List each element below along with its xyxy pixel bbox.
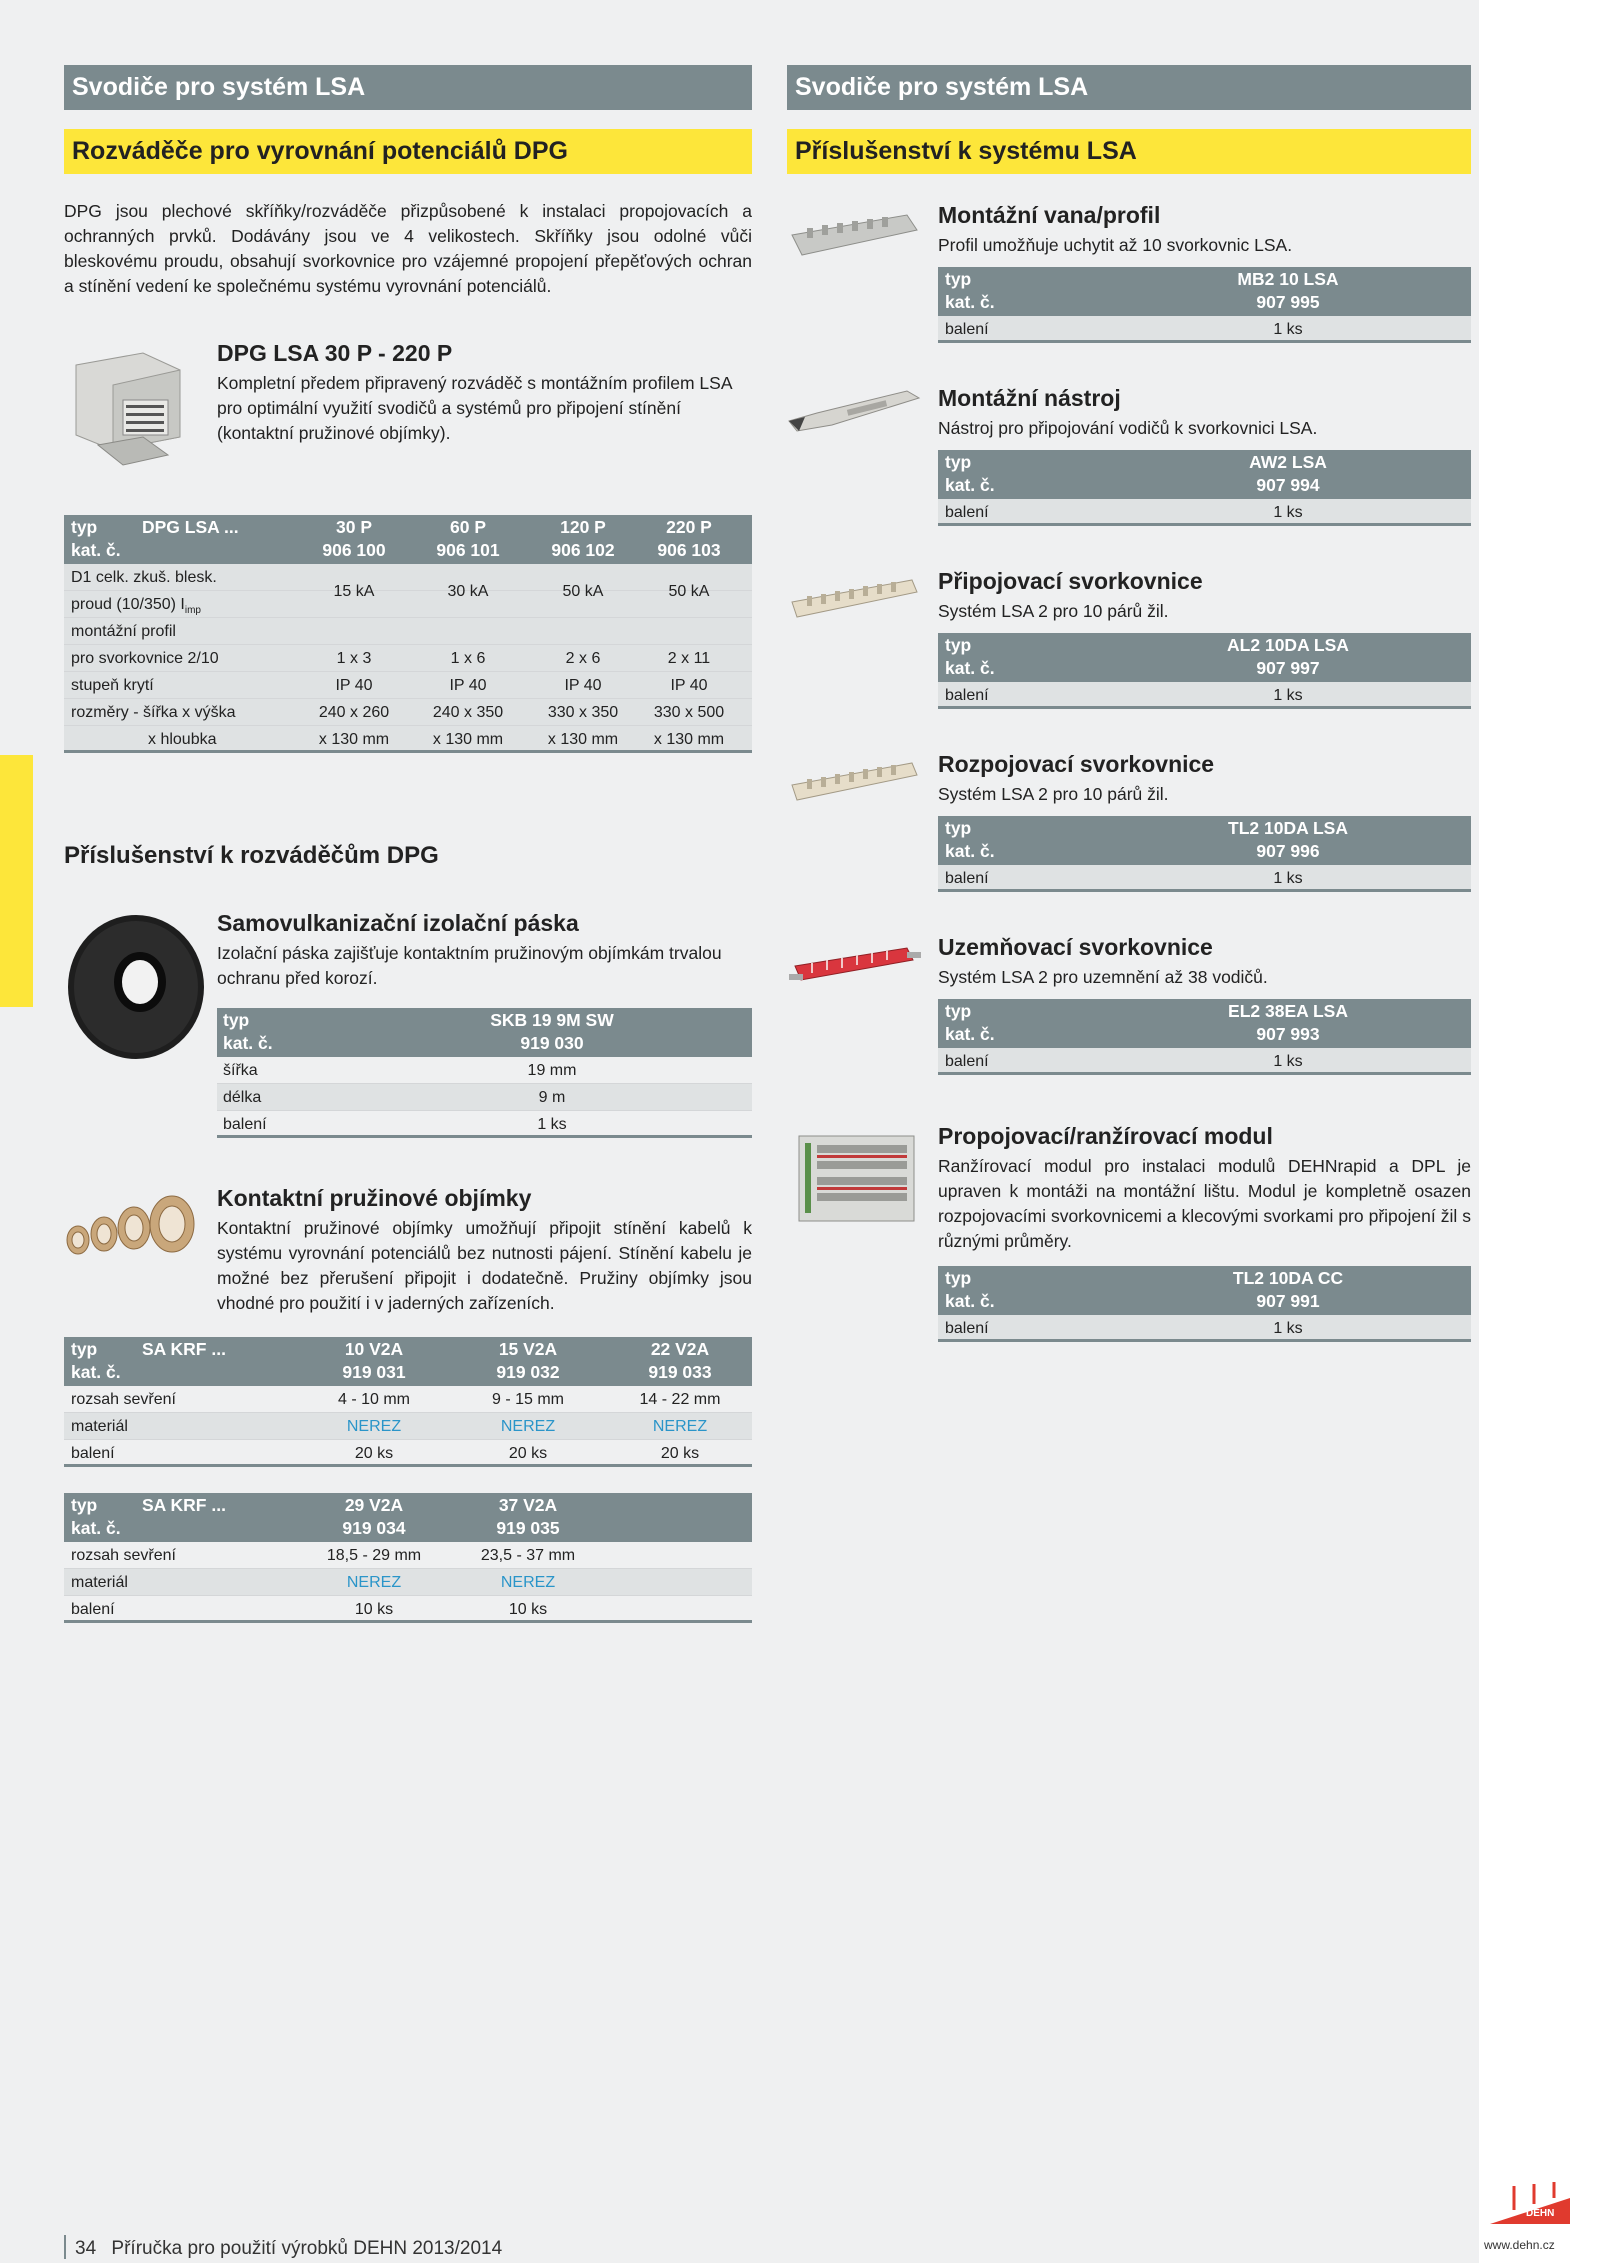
cell-value: IP 40 <box>335 677 373 694</box>
product-table <box>938 816 1471 892</box>
typ-prefix: SA KRF ... <box>142 1339 226 1359</box>
cell-value: 1 ks <box>1273 321 1303 338</box>
tape-title: Samovulkanizační izolační páska <box>217 910 579 936</box>
patch-module-image <box>797 1131 922 1226</box>
cell-value: 9 m <box>538 1089 566 1106</box>
cell-value: 1 ks <box>1273 687 1303 704</box>
cell-value: NEREZ <box>346 1418 402 1435</box>
typ-value: SKB 19 9M SW <box>490 1010 614 1030</box>
table-row <box>64 672 752 699</box>
product-title: Montážní vana/profil <box>938 202 1161 228</box>
col-typ: 22 V2A <box>650 1339 710 1359</box>
table-row <box>938 1315 1471 1342</box>
col-typ: 220 P <box>666 517 712 537</box>
typ-value: AL2 10DA LSA <box>1227 635 1349 655</box>
footer-divider <box>64 2235 66 2259</box>
kat-label: kat. č. <box>945 658 995 678</box>
earthing-block-image <box>787 938 922 993</box>
row-label: šířka <box>223 1062 258 1079</box>
cell-value: 330 x 500 <box>653 704 725 721</box>
typ-prefix: SA KRF ... <box>142 1495 226 1515</box>
cell-value: NEREZ <box>652 1418 708 1435</box>
table-row <box>64 645 752 672</box>
kat-label: kat. č. <box>945 1291 995 1311</box>
sa-table-2 <box>64 1493 752 1623</box>
table-row <box>64 1386 752 1413</box>
row-label: délka <box>223 1089 262 1106</box>
product-desc: Systém LSA 2 pro 10 párů žil. <box>938 784 1169 804</box>
row-label: rozměry - šířka x výška <box>71 704 236 721</box>
spring-sleeves-image <box>64 1192 199 1262</box>
subsection-header-dpg: Rozváděče pro vyrovnání potenciálů DPG <box>64 129 752 174</box>
typ-prefix: DPG LSA ... <box>142 517 239 537</box>
table-row <box>64 583 752 618</box>
typ-label: typ <box>945 1268 972 1288</box>
product-table <box>938 999 1471 1075</box>
cell-value: NEREZ <box>500 1418 556 1435</box>
table-row <box>64 699 752 726</box>
table-row <box>64 618 752 645</box>
kat-label: kat. č. <box>71 540 121 560</box>
table-row <box>64 1440 752 1467</box>
cell-value: 2 x 11 <box>667 650 711 667</box>
row-label: montážní profil <box>71 623 176 640</box>
cell-value: NEREZ <box>500 1574 556 1591</box>
cell-value: 9 - 15 mm <box>491 1391 564 1408</box>
footer <box>75 2238 502 2260</box>
kat-value: 907 997 <box>1256 658 1320 678</box>
section-header-right: Svodiče pro systém LSA <box>787 65 1471 110</box>
product-desc: Ranžírovací modul pro instalaci modulů DEHNrapid a DPL je upraven k montáži na montážní lištu. Modul je kompletně osazen rozpojovacími svorkovnicemi a klecovými svorkami pro připojení žil s různými průměry. <box>938 1156 1471 1251</box>
kat-value: 907 994 <box>1256 475 1320 495</box>
table-row <box>938 682 1471 709</box>
table-row <box>938 1048 1471 1075</box>
cell-value: IP 40 <box>670 677 708 694</box>
dpg-title: DPG LSA 30 P - 220 P <box>217 340 453 366</box>
kat-value: 907 991 <box>1256 1291 1320 1311</box>
product-desc: Nástroj pro připojování vodičů k svorkovnici LSA. <box>938 418 1318 438</box>
product-title: Propojovací/ranžírovací modul <box>938 1123 1273 1149</box>
col-kat: 919 033 <box>648 1362 712 1382</box>
typ-value: TL2 10DA LSA <box>1228 818 1348 838</box>
dpg-desc: Kompletní předem připravený rozváděč s montážním profilem LSA pro optimální využití svodičů a systémů pro připojení stínění (kontaktní pružinové objímky). <box>217 373 732 443</box>
kat-value: 907 995 <box>1256 292 1320 312</box>
tool-image <box>787 383 922 438</box>
footer-url: www.dehn.cz <box>1484 2238 1555 2252</box>
row-label: balení <box>945 1320 989 1337</box>
product-table <box>938 633 1471 709</box>
row-label: x hloubka <box>148 731 217 748</box>
cell-value: IP 40 <box>564 677 602 694</box>
table-row <box>64 1596 752 1623</box>
table-row <box>64 726 752 753</box>
typ-value: AW2 LSA <box>1249 452 1327 472</box>
cell-value: 1 ks <box>1273 1320 1303 1337</box>
dpg-box-image <box>68 345 188 480</box>
table-row <box>938 499 1471 526</box>
typ-label: typ <box>945 635 972 655</box>
typ-label: typ <box>945 452 972 472</box>
typ-label: typ <box>945 1001 972 1021</box>
col-kat: 919 031 <box>342 1362 406 1382</box>
cell-value: 1 ks <box>1273 870 1303 887</box>
mounting-profile-image <box>787 210 922 265</box>
row-label: stupeň krytí <box>71 677 154 694</box>
cell-value: NEREZ <box>346 1574 402 1591</box>
col-typ: 30 P <box>336 517 372 537</box>
cell-value: 240 x 350 <box>432 704 504 721</box>
kat-label: kat. č. <box>945 475 995 495</box>
spring-title: Kontaktní pružinové objímky <box>217 1185 532 1211</box>
table-row <box>64 1569 752 1596</box>
disconnection-block-image <box>787 755 922 810</box>
row-label: balení <box>945 321 989 338</box>
typ-label: typ <box>71 1495 98 1515</box>
cell-value: 18,5 - 29 mm <box>326 1547 422 1564</box>
spring-desc: Kontaktní pružinové objímky umožňují připojit stínění kabelů k systému vyrovnání potenciálů bez nutnosti pájení. Stínění kabelu je možné bez přerušení připojit i dodatečně. Pružiny objímky jsou vhodné pro použití i v jaderných zařízeních. <box>217 1218 752 1313</box>
kat-label: kat. č. <box>945 1024 995 1044</box>
typ-value: TL2 10DA CC <box>1232 1268 1344 1288</box>
product-block <box>787 1121 1471 1261</box>
col-typ: 10 V2A <box>344 1339 404 1359</box>
cell-value: 4 - 10 mm <box>337 1391 410 1408</box>
cell-value: 20 ks <box>660 1445 700 1462</box>
table-row <box>217 1111 752 1138</box>
product-desc: Systém LSA 2 pro 10 párů žil. <box>938 601 1169 621</box>
table-row <box>938 865 1471 892</box>
col-kat: 906 101 <box>436 540 500 560</box>
cell-value: x 130 mm <box>432 731 504 748</box>
footer-text: Příručka pro použití výrobků DEHN 2013/2014 <box>111 2238 503 2259</box>
product-table <box>938 450 1471 526</box>
row-label: balení <box>71 1445 115 1462</box>
row-label: materiál <box>71 1574 128 1591</box>
cell-value: 1 x 3 <box>336 650 372 667</box>
connection-block-image <box>787 572 922 627</box>
cell-value: IP 40 <box>449 677 487 694</box>
kat-value: 919 030 <box>520 1033 584 1053</box>
row-label: balení <box>945 870 989 887</box>
logo-text: DEHN <box>1526 2208 1555 2219</box>
tape-image <box>66 912 206 1062</box>
row-label: balení <box>223 1116 267 1133</box>
row-label <box>71 596 201 616</box>
col-kat: 906 100 <box>322 540 386 560</box>
kat-value: 907 996 <box>1256 841 1320 861</box>
row-label: pro svorkovnice 2/10 <box>71 650 219 667</box>
cell-value: 50 kA <box>562 583 604 600</box>
cell-value: 10 ks <box>508 1601 548 1618</box>
product-title: Uzemňovací svorkovnice <box>938 934 1213 960</box>
subsection-header-lsa: Příslušenství k systému LSA <box>787 129 1471 174</box>
kat-value: 907 993 <box>1256 1024 1320 1044</box>
cell-value: 20 ks <box>354 1445 394 1462</box>
cell-value: 50 kA <box>668 583 710 600</box>
cell-value: 330 x 350 <box>547 704 619 721</box>
cell-value: 10 ks <box>354 1601 394 1618</box>
dpg-intro: DPG jsou plechové skříňky/rozváděče přizpůsobené k instalaci propojovacích a ochranných prvků. Dodávány jsou ve 4 velikostech. Skříňky jsou odolné vůči bleskovému proudu, obsahují svorkovnice pro vzájemné propojení přepěťových ochran a stínění vedení ke společnému systému vyrovnání potenciálů. <box>64 201 752 296</box>
accessories-title: Příslušenství k rozváděčům DPG <box>64 842 439 869</box>
typ-label: typ <box>945 269 972 289</box>
cell-value: 15 kA <box>333 583 375 600</box>
col-typ: 29 V2A <box>344 1495 404 1515</box>
col-typ: 120 P <box>560 517 606 537</box>
typ-label: typ <box>945 818 972 838</box>
section-header-left: Svodiče pro systém LSA <box>64 65 752 110</box>
table-row <box>217 1057 752 1084</box>
col-kat: 919 034 <box>342 1518 406 1538</box>
cell-value: 1 x 6 <box>450 650 486 667</box>
table-row <box>938 316 1471 343</box>
cell-value: x 130 mm <box>547 731 619 748</box>
kat-label: kat. č. <box>945 841 995 861</box>
col-kat: 919 032 <box>496 1362 560 1382</box>
cell-value: x 130 mm <box>318 731 390 748</box>
chapter-marker <box>0 755 33 1007</box>
typ-value: MB2 10 LSA <box>1237 269 1339 289</box>
table-row <box>217 1084 752 1111</box>
table-row <box>64 1542 752 1569</box>
typ-label: typ <box>71 1339 98 1359</box>
product-table <box>938 1266 1471 1342</box>
cell-value: 1 ks <box>537 1116 567 1133</box>
col-kat: 919 035 <box>496 1518 560 1538</box>
row-label: balení <box>945 687 989 704</box>
cell-value: 20 ks <box>508 1445 548 1462</box>
product-title: Rozpojovací svorkovnice <box>938 751 1215 777</box>
col-kat: 906 102 <box>551 540 615 560</box>
cell-value: x 130 mm <box>653 731 725 748</box>
row-label: materiál <box>71 1418 128 1435</box>
cell-value: 2 x 6 <box>565 650 601 667</box>
product-table <box>938 267 1471 343</box>
product-title: Připojovací svorkovnice <box>938 568 1203 594</box>
kat-label: kat. č. <box>945 292 995 312</box>
typ-label: typ <box>71 517 98 537</box>
row-label: rozsah sevření <box>71 1547 176 1564</box>
col-typ: 15 V2A <box>498 1339 558 1359</box>
row-label: D1 celk. zkuš. blesk. <box>71 569 217 586</box>
kat-label: kat. č. <box>71 1518 121 1538</box>
cell-value: 240 x 260 <box>318 704 390 721</box>
row-label: balení <box>945 1053 989 1070</box>
product-title: Montážní nástroj <box>938 385 1121 411</box>
typ-value: EL2 38EA LSA <box>1228 1001 1348 1021</box>
right-margin-strip <box>1479 0 1600 2263</box>
col-typ: 60 P <box>450 517 486 537</box>
row-label: rozsah sevření <box>71 1391 176 1408</box>
cell-value: 1 ks <box>1273 1053 1303 1070</box>
row-label: balení <box>71 1601 115 1618</box>
page-number: 34 <box>75 2238 97 2259</box>
dehn-logo <box>1484 2180 1576 2230</box>
dpg-table <box>64 515 752 753</box>
col-typ: 37 V2A <box>498 1495 558 1515</box>
col-kat: 906 103 <box>657 540 721 560</box>
row-label-sub: imp <box>184 605 201 617</box>
kat-label: kat. č. <box>223 1033 273 1053</box>
typ-label: typ <box>223 1010 250 1030</box>
cell-value: 1 ks <box>1273 504 1303 521</box>
product-desc: Profil umožňuje uchytit až 10 svorkovnic LSA. <box>938 235 1293 255</box>
sa-table-1 <box>64 1337 752 1467</box>
row-label-text: proud (10/350) I <box>71 596 185 613</box>
tape-table <box>217 1008 752 1138</box>
kat-label: kat. č. <box>71 1362 121 1382</box>
cell-value: 30 kA <box>447 583 489 600</box>
cell-value: 14 - 22 mm <box>639 1391 721 1408</box>
tape-desc: Izolační páska zajišťuje kontaktním pružinovým objímkám trvalou ochranu před korozí. <box>217 943 722 988</box>
product-desc: Systém LSA 2 pro uzemnění až 38 vodičů. <box>938 967 1268 987</box>
cell-value: 19 mm <box>527 1062 577 1079</box>
row-label: balení <box>945 504 989 521</box>
table-row <box>64 1413 752 1440</box>
cell-value: 23,5 - 37 mm <box>480 1547 576 1564</box>
